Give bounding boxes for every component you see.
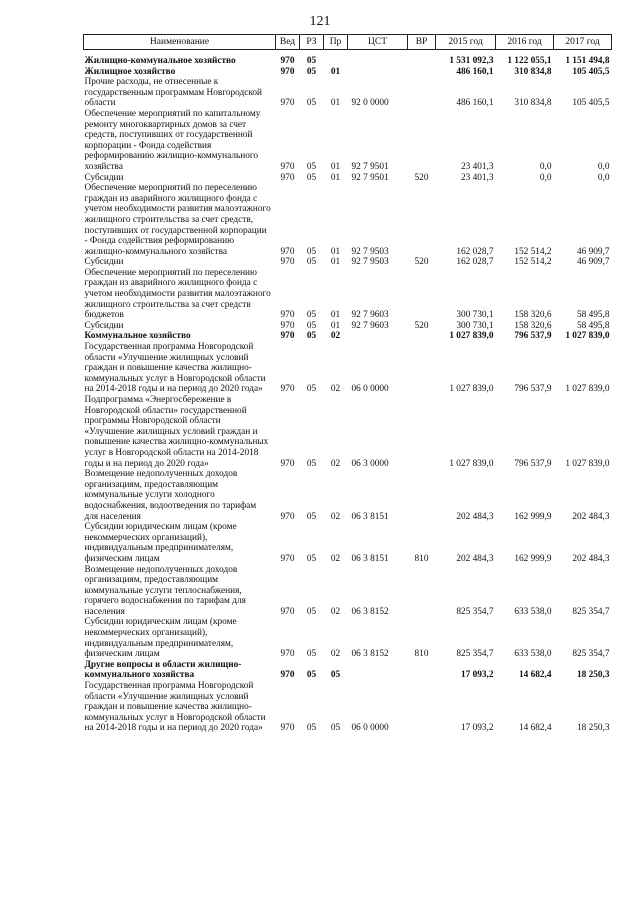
row-2016: 0,0 [539, 172, 552, 183]
row-ved: 970 [280, 246, 295, 257]
row-2015: 23 401,3 [460, 161, 494, 172]
row-ved: 970 [280, 553, 295, 564]
row-ved: 970 [280, 172, 295, 183]
row-name: Государственная программа Новгородской области «Улучшение жилищных условий граждан и повышение качества жилищно-коммунальных услуг в Новгородской области на 2014-2018 годы и на период до 2020 года» [84, 342, 266, 395]
row-vr [408, 565, 436, 618]
row-2017: 1 027 839,0 [565, 331, 610, 342]
row-cst: 06 3 8152 [351, 606, 389, 617]
row-2017: 58 495,8 [576, 320, 610, 331]
row-2016: 162 999,9 [514, 553, 552, 564]
table-row [84, 342, 612, 395]
row-rz: 05 [306, 161, 317, 172]
row-rz: 05 [306, 320, 317, 331]
row-pr [324, 50, 348, 67]
row-vr: 520 [414, 320, 429, 331]
row-vr [408, 395, 436, 469]
row-vr [408, 67, 436, 78]
row-2016: 1 122 055,1 [507, 56, 552, 66]
header-rz: РЗ [300, 35, 324, 50]
row-vr [408, 660, 436, 681]
row-cst [348, 50, 408, 67]
row-2016: 152 514,2 [514, 246, 552, 257]
row-ved: 970 [280, 511, 295, 522]
row-2017: 1 027 839,0 [565, 458, 610, 469]
row-cst: 06 3 8152 [351, 649, 389, 660]
row-2015: 486 160,1 [456, 66, 494, 77]
row-vr: 810 [414, 553, 429, 564]
row-2015: 825 354,7 [456, 606, 494, 617]
row-pr: 02 [330, 331, 341, 342]
row-ved: 970 [280, 331, 295, 342]
row-2016: 14 682,4 [518, 670, 552, 681]
row-2015: 1 027 839,0 [449, 384, 494, 395]
row-vr [408, 681, 436, 734]
row-cst: 92 7 9501 [351, 161, 389, 172]
row-2017: 46 909,7 [576, 246, 610, 257]
row-2016: 310 834,8 [514, 98, 552, 109]
row-pr: 02 [330, 384, 341, 395]
table-row [84, 681, 612, 734]
row-cst: 06 0 0000 [351, 723, 389, 734]
table-row [84, 565, 612, 618]
row-cst [348, 331, 408, 342]
row-2017: 202 484,3 [572, 553, 610, 564]
row-2017: 18 250,3 [576, 723, 610, 734]
row-2016: 152 514,2 [514, 257, 552, 268]
row-cst: 92 7 9503 [351, 257, 389, 268]
row-pr: 02 [330, 511, 341, 522]
row-cst: 92 7 9603 [351, 320, 389, 331]
row-2016: 158 320,6 [514, 320, 552, 331]
row-name: Обеспечение мероприятий по переселению граждан из аварийного жилищного фонда с учетом необходимости развития малоэтажного жилищного строительства за счет средств бюджетов [84, 267, 271, 321]
row-2016: 633 538,0 [514, 606, 552, 617]
row-2016: 158 320,6 [514, 310, 552, 321]
row-2015: 162 028,7 [456, 257, 494, 268]
row-name: Жилищное хозяйство [84, 66, 176, 77]
row-2016: 796 537,9 [514, 384, 552, 395]
row-2016: 162 999,9 [514, 511, 552, 522]
header-vr: ВР [408, 35, 436, 50]
row-vr [408, 109, 436, 173]
table-row [84, 331, 612, 342]
row-vr [408, 342, 436, 395]
row-cst [348, 660, 408, 681]
table-row [84, 321, 612, 332]
row-2016: 796 537,9 [514, 331, 552, 342]
row-ved: 970 [280, 458, 295, 469]
row-pr: 01 [330, 161, 341, 172]
row-2017: 1 151 494,8 [565, 56, 610, 66]
row-pr: 01 [330, 310, 341, 321]
row-pr: 01 [330, 320, 341, 331]
row-rz: 05 [306, 66, 317, 77]
table-body [84, 50, 612, 735]
row-name: Обеспечение мероприятий по переселению граждан из аварийного жилищного фонда с учетом необходимости развития малоэтажного жилищного строительства за счет средств, поступивших от государственной корпорации - Фонда содействия реформированию жилищно-коммунального хозяйства [84, 183, 271, 257]
row-2017: 105 405,5 [572, 98, 610, 109]
row-vr: 520 [414, 257, 429, 268]
row-2015: 17 093,2 [460, 723, 494, 734]
row-2017: 46 909,7 [576, 257, 610, 268]
row-pr: 01 [330, 257, 341, 268]
table-row [84, 395, 612, 469]
page-number: 121 [309, 14, 331, 29]
row-name: Возмещение недополученных доходов организациям, предоставляющим коммунальные услуги холодного водоснабжения, водоотведения по тарифам для населения [84, 469, 257, 522]
table-row [84, 173, 612, 184]
row-name: Жилищно-коммунальное хозяйство [84, 56, 236, 66]
row-name: Государственная программа Новгородской области «Улучшение жилищных условий граждан и повышение качества жилищно-коммунальных услуг в Новгородской области на 2014-2018 годы и на период до 2020 года» [84, 681, 266, 734]
table-row [84, 268, 612, 321]
row-vr [408, 469, 436, 522]
row-cst: 92 7 9501 [351, 172, 389, 183]
table-row [84, 77, 612, 109]
table-row [84, 50, 612, 67]
row-rz: 05 [306, 257, 317, 268]
row-pr: 02 [330, 553, 341, 564]
row-2016: 14 682,4 [518, 723, 552, 734]
row-2015: 17 093,2 [460, 670, 494, 681]
row-2017: 58 495,8 [576, 310, 610, 321]
row-2015: 162 028,7 [456, 246, 494, 257]
row-2016: 633 538,0 [514, 649, 552, 660]
row-pr: 05 [330, 723, 341, 734]
row-2015: 825 354,7 [456, 649, 494, 660]
row-name: Подпрограмма «Энергосбережение в Новгородской области» государственной программы Новгородской области «Улучшение жилищных условий граждан и повышение качества жилищно-коммунальных услуг в Новгородской области на 2014-2018 годы и на период до 2020 года» [84, 395, 269, 469]
row-rz: 05 [306, 511, 317, 522]
header-name: Наименование [84, 35, 276, 50]
row-name: Другие вопросы в области жилищно-коммунального хозяйства [84, 659, 242, 681]
row-pr: 02 [330, 458, 341, 469]
row-cst: 92 7 9503 [351, 246, 389, 257]
table-row [84, 660, 612, 681]
row-pr: 01 [330, 172, 341, 183]
row-2017: 202 484,3 [572, 511, 610, 522]
row-name: Субсидии [84, 320, 124, 331]
row-2017: 0,0 [597, 161, 610, 172]
row-name: Прочие расходы, не отнесенные к государственным программам Новгородской области [84, 77, 263, 109]
table-row [84, 109, 612, 173]
row-2015: 1 027 839,0 [449, 331, 494, 342]
row-2015: 202 484,3 [456, 553, 494, 564]
table-row [84, 67, 612, 78]
table-row [84, 257, 612, 268]
row-rz: 05 [306, 56, 317, 66]
row-vr [408, 331, 436, 342]
row-2015: 1 531 092,3 [449, 56, 494, 66]
row-name: Субсидии [84, 172, 124, 183]
row-rz: 05 [306, 384, 317, 395]
table-header [84, 35, 612, 50]
row-2016: 0,0 [539, 161, 552, 172]
row-ved: 970 [280, 257, 295, 268]
row-vr: 520 [414, 172, 429, 183]
row-cst: 06 3 8151 [351, 553, 389, 564]
row-cst: 06 0 0000 [351, 384, 389, 395]
row-rz: 05 [306, 98, 317, 109]
row-2017: 0,0 [597, 172, 610, 183]
row-name: Субсидии юридическим лицам (кроме некоммерческих организаций), индивидуальным предпринимателям, физическим лицам [84, 522, 237, 564]
row-name: Обеспечение мероприятий по капитальному ремонту многоквартирных домов за счет средств, поступивших от государственной корпорации - Фонда содействия реформированию жилищно-коммунального хозяйства [84, 108, 261, 172]
budget-table [83, 34, 612, 734]
row-vr [408, 183, 436, 257]
row-2015: 23 401,3 [460, 172, 494, 183]
row-ved: 970 [280, 310, 295, 321]
row-2015: 300 730,1 [456, 310, 494, 321]
row-2017: 18 250,3 [576, 670, 610, 681]
header-2016: 2016 год [496, 35, 554, 50]
row-rz: 05 [306, 606, 317, 617]
row-2017: 1 027 839,0 [565, 384, 610, 395]
table-row [84, 617, 612, 659]
row-2015: 1 027 839,0 [449, 458, 494, 469]
row-pr: 05 [330, 670, 341, 681]
header-pr: Пр [324, 35, 348, 50]
row-rz: 05 [306, 670, 317, 681]
row-2016: 796 537,9 [514, 458, 552, 469]
row-name: Возмещение недополученных доходов организациям, предоставляющим коммунальные услуги теплоснабжения, горячего водоснабжения по тарифам для населения [84, 564, 246, 617]
row-cst [348, 67, 408, 78]
header-ved: Вед [276, 35, 300, 50]
row-vr: 810 [414, 649, 429, 660]
row-2015: 300 730,1 [456, 320, 494, 331]
row-ved: 970 [280, 56, 295, 66]
table-row [84, 183, 612, 257]
header-cst: ЦСТ [348, 35, 408, 50]
row-name: Коммунальное хозяйство [84, 331, 191, 342]
row-rz: 05 [306, 310, 317, 321]
row-name: Субсидии юридическим лицам (кроме некоммерческих организаций), индивидуальным предпринимателям, физическим лицам [84, 617, 237, 660]
row-2017: 105 405,5 [572, 66, 610, 77]
row-pr: 02 [330, 606, 341, 617]
row-cst: 06 3 0000 [351, 458, 389, 469]
row-vr [408, 77, 436, 109]
row-name: Субсидии [84, 257, 124, 268]
row-ved: 970 [280, 670, 295, 681]
row-rz: 05 [306, 723, 317, 734]
row-pr: 01 [330, 98, 341, 109]
header-2017: 2017 год [554, 35, 612, 50]
row-2015: 486 160,1 [456, 98, 494, 109]
row-2017: 825 354,7 [572, 649, 610, 660]
row-rz: 05 [306, 458, 317, 469]
row-pr: 01 [330, 246, 341, 257]
row-ved: 970 [280, 161, 295, 172]
table-row [84, 522, 612, 564]
row-vr [408, 268, 436, 321]
row-cst: 92 0 0000 [351, 98, 389, 109]
row-ved: 970 [280, 66, 295, 77]
row-ved: 970 [280, 320, 295, 331]
row-rz: 05 [306, 331, 317, 342]
row-rz: 05 [306, 246, 317, 257]
row-cst: 92 7 9603 [351, 310, 389, 321]
row-pr: 01 [330, 66, 341, 77]
row-vr [408, 50, 436, 67]
row-2017: 825 354,7 [572, 606, 610, 617]
row-2016: 310 834,8 [514, 66, 552, 77]
row-pr: 02 [330, 649, 341, 660]
row-ved: 970 [280, 98, 295, 109]
row-ved: 970 [280, 384, 295, 395]
row-ved: 970 [280, 606, 295, 617]
header-2015: 2015 год [436, 35, 496, 50]
row-ved: 970 [280, 723, 295, 734]
row-rz: 05 [306, 649, 317, 660]
row-2015: 202 484,3 [456, 511, 494, 522]
row-ved: 970 [280, 649, 295, 660]
row-cst: 06 3 8151 [351, 511, 389, 522]
row-rz: 05 [306, 172, 317, 183]
row-rz: 05 [306, 553, 317, 564]
table-row [84, 469, 612, 522]
